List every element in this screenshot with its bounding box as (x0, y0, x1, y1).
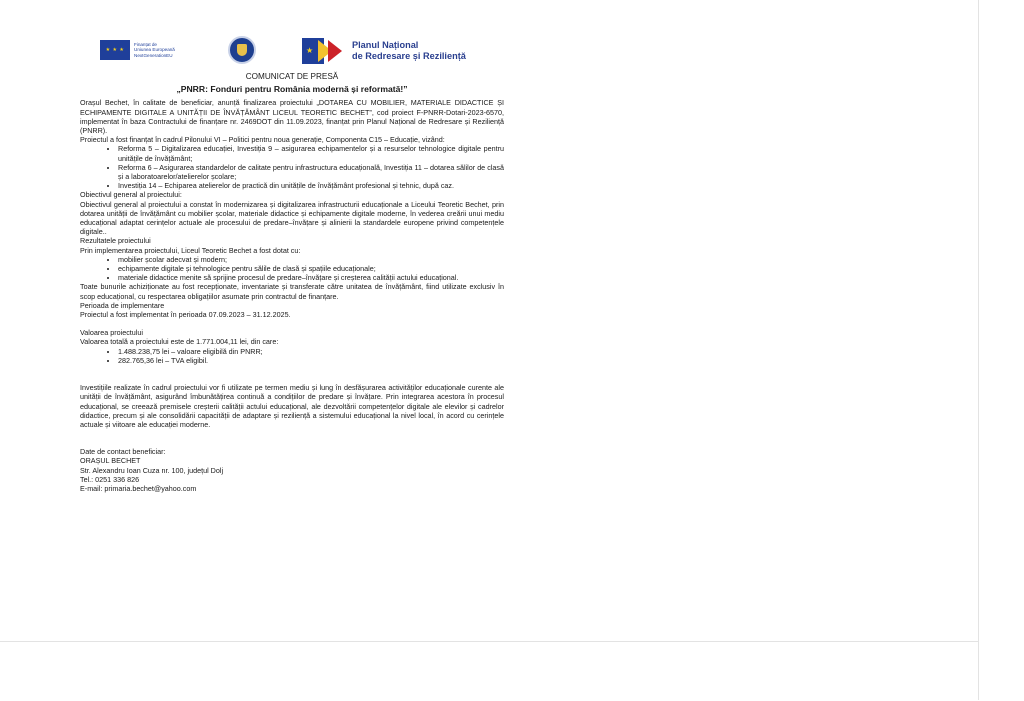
list-item: • 282.765,36 lei – TVA eligibil. (118, 356, 504, 365)
pnrr-flag-icon: ★ (302, 38, 346, 64)
investments-paragraph: Investițiile realizate în cadrul proiectului vor fi utilizate pe termen mediu și lung în desfășurarea activităților educaționale curente ale unității de învățământ, asigurând îmbunătățirea continuă a condițiilor de predare și învățare. Prin integrarea acestora în procesul educațional, se creează premisele creșterii calității actului educațional, ale dezvoltării competențelor digitale ale elevilor și cadrelor didactice, precum și ale consolidării capacității de adaptare și reziliență a sistemului educațional la nivel local, în acord cu cerințele actuale și viitoare ale educației moderne. (80, 383, 504, 429)
objective-heading: Obiectivul general al proiectului: (80, 190, 182, 200)
list-item: • Reforma 6 – Asigurarea standardelor de calitate pentru infrastructura educațională, Investiția 11 – dotarea sălilor de clasă și a laboratoarelor/atelierelor școlare; (118, 163, 504, 181)
period-heading: Perioada de implementare (80, 300, 165, 310)
contact-name: ORAȘUL BECHET (80, 456, 141, 466)
results-intro: Prin implementarea proiectului, Liceul Teoretic Bechet a fost dotat cu: (80, 245, 301, 255)
list-item: • Reforma 5 – Digitalizarea educației, Investiția 9 – asigurarea echipamentelor și a resurselor tehnologice digitale pentru unitățile de învățământ; (118, 144, 504, 162)
results-list (80, 255, 504, 283)
contact-email: E-mail: primaria.bechet@yahoo.com (80, 483, 197, 493)
romanian-government-coat-of-arms-icon (228, 36, 256, 64)
contact-phone: Tel.: 0251 336 826 (80, 474, 140, 484)
assets-paragraph: Toate bunurile achiziționate au fost recepționate, inventariate și transferate către unitatea de învățământ, fiind utilizate exclusiv în scop educațional, cu respectarea obligațiilor asumate prin contractul de finanțare. (80, 282, 504, 301)
list-item: • echipamente digitale și tehnologice pentru sălile de clasă și spațiile educaționale; (118, 264, 504, 273)
document-title: „PNRR: Fonduri pentru România modernă și reformată!” (176, 84, 408, 95)
press-release-document (80, 36, 504, 493)
funding-line: Proiectul a fost finanțat în cadrul Pilonului VI – Politici pentru noua generație, Componenta C15 – Educație, vizând: (80, 135, 445, 145)
objective-paragraph: Obiectivul general al proiectului a constat în modernizarea și digitalizarea infrastructurii educaționale a Liceului Teoretic Bechet, prin dotarea unității de învățământ cu mobilier școlar, materiale didactice și echipamente digitale moderne, în vederea creării unui mediu educațional adaptat cerințelor actuale ale procesului de predare–învățare și alinierii la standardele europene privind competențele digitale.. (80, 199, 504, 237)
document-heading: COMUNICAT DE PRESĂ (245, 72, 339, 81)
period-text: Proiectul a fost implementat în perioada 07.09.2023 – 31.12.2025. (80, 310, 291, 320)
value-list (80, 347, 504, 365)
list-item: • Investiția 14 – Echiparea atelierelor de practică din unitățile de învățământ profesional și tehnic, după caz. (118, 181, 504, 190)
contact-block (80, 447, 504, 493)
contact-heading: Date de contact beneficiar: (80, 447, 166, 457)
list-item: • 1.488.238,75 lei – valoare eligibilă din PNRR; (118, 347, 504, 356)
logo-bar (80, 36, 504, 70)
eu-funding-logo (100, 40, 175, 60)
list-item: • materiale didactice menite să sprijine procesul de predare–învățare și creșterea calității actului educațional. (118, 273, 504, 282)
eu-flag-icon: ★ ★ ★ (100, 40, 130, 60)
reforms-list (80, 144, 504, 190)
value-heading: Valoarea proiectului (80, 328, 143, 338)
page-border-right (978, 0, 1024, 700)
list-item: • mobilier școlar adecvat și modern; (118, 255, 504, 264)
value-text: Valoarea totală a proiectului este de 1.771.004,11 lei, din care: (80, 337, 279, 347)
results-heading: Rezultatele proiectului (80, 236, 151, 246)
pnrr-logo (302, 38, 466, 64)
pnrr-logo-text: Planul Național de Redresare și Reziliență (352, 40, 466, 61)
eu-funding-text: Finanțat de Uniunea Europeană NextGenerationEU (134, 41, 175, 58)
intro-paragraph: Orașul Bechet, în calitate de beneficiar, anunță finalizarea proiectului „DOTAREA CU MOBILIER, MATERIALE DIDACTICE ȘI ECHIPAMENTE DIGITALE A UNITĂȚII DE ÎNVĂȚĂMÂNT LICEUL TEORETIC BECHET”, cod proiect F-PNRR-Dotari-2023-6570, implementat în baza Contractului de finanțare nr. 2469DOT din 11.09.2023, finanțat prin Planul Național de Redresare și Reziliență (PNRR). (80, 98, 504, 136)
page-border-bottom (0, 641, 978, 701)
contact-address: Str. Alexandru Ioan Cuza nr. 100, județul Dolj (80, 465, 224, 475)
